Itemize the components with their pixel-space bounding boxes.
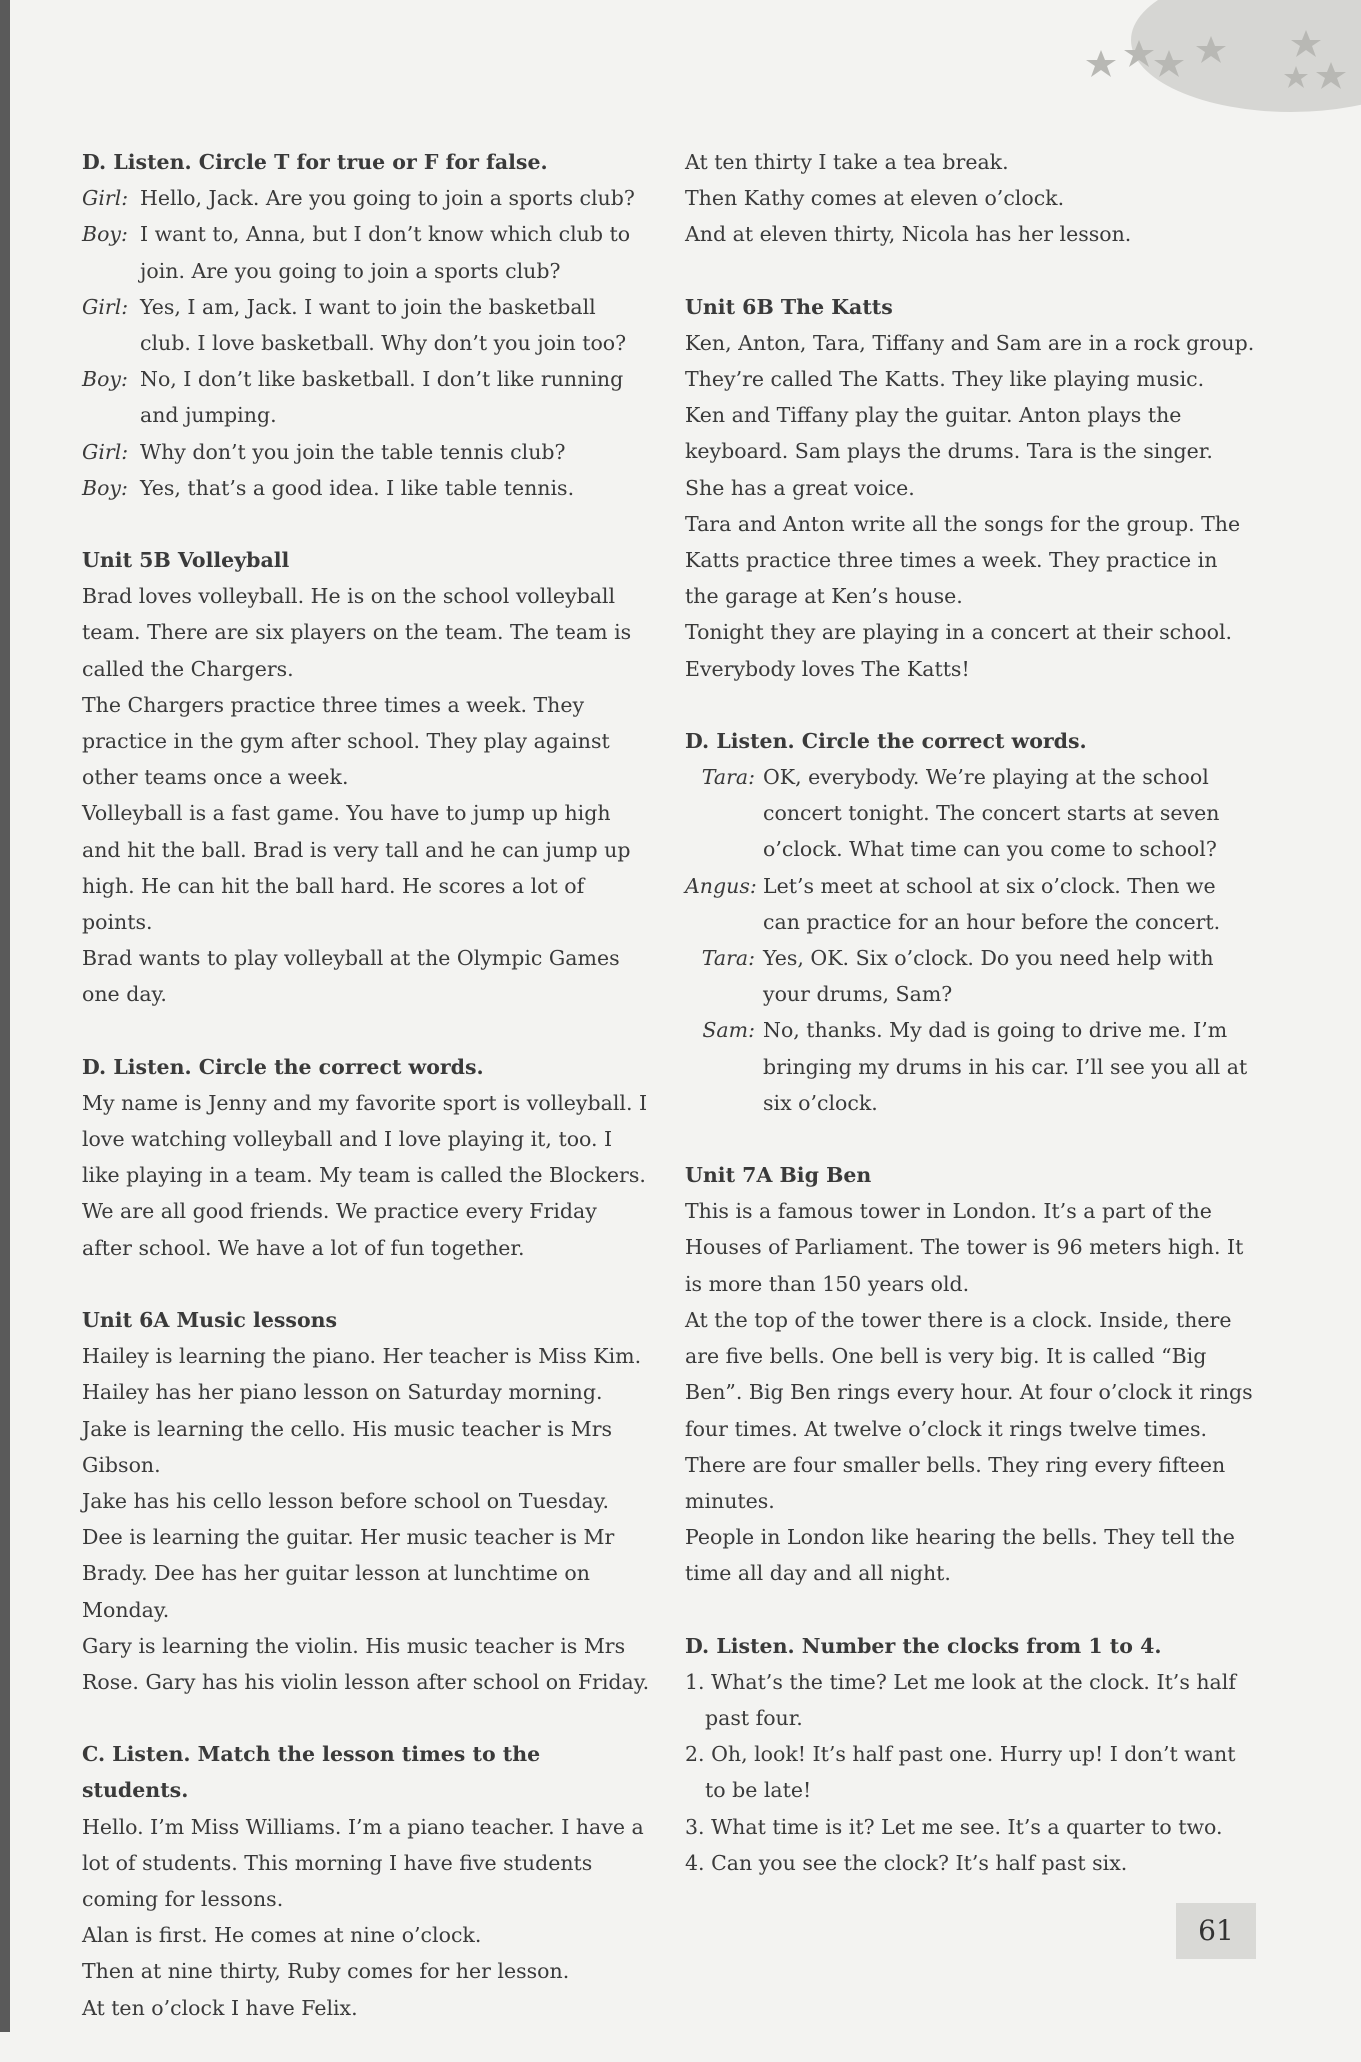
paragraph: At ten thirty I take a tea break.	[685, 150, 1009, 174]
paragraph: Ken and Tiffany play the guitar. Anton plays the keyboard. Sam plays the drums. Tara is the singer. She has a great voice.	[685, 403, 1213, 500]
paragraph: Brad wants to play volleyball at the Olympic Games one day.	[82, 946, 620, 1007]
paragraph: Brad loves volleyball. He is on the school volleyball team. There are six players on the team. The team is called the Chargers.	[82, 584, 632, 681]
paragraph: Gary is learning the violin. His music teacher is Mrs Rose. Gary has his violin lesson after school on Friday.	[82, 1633, 650, 1694]
section-unit-6b-katts	[685, 289, 1255, 687]
paragraph: Hailey has her piano lesson on Saturday morning.	[82, 1380, 603, 1405]
dialogue-line: Boy: No, I don’t like basketball. I don’t like running and jumping.	[82, 367, 624, 428]
paragraph: And at eleven thirty, Nicola has her lesson.	[685, 222, 1132, 247]
paragraph: Jake is learning the cello. His music teacher is Mrs Gibson.	[82, 1416, 613, 1477]
paragraph: People in London like hearing the bells. They tell the time all day and all night.	[685, 1525, 1235, 1586]
dialogue-line: Boy: I want to, Anna, but I don’t know which club to join. Are you going to join a sports club?	[82, 222, 631, 283]
page-number: 61	[1176, 1903, 1256, 1959]
paragraph: The Chargers practice three times a week. They practice in the gym after school. They play against other teams once a week.	[82, 692, 610, 790]
dialogue-line: Boy: Yes, that’s a good idea. I like table tennis.	[82, 475, 575, 500]
section-heading: Unit 7A Big Ben	[685, 1163, 872, 1188]
list-item: 2. Oh, look! It’s half past one. Hurry up! I don’t want to be late!	[685, 1742, 1236, 1803]
paragraph: Then at nine thirty, Ruby comes for her lesson.	[82, 1959, 570, 1984]
paragraph: Volleyball is a fast game. You have to jump up high and hit the ball. Brad is very tall and he can jump up high. He can hit the ball hard. He scores a lot of points.	[82, 801, 631, 935]
left-column	[82, 144, 652, 2062]
section-heading: Unit 6B The Katts	[685, 294, 893, 319]
paragraph: At the top of the tower there is a clock. Inside, there are five bells. One bell is very big. It is called “Big Ben”. Big Ben rings every hour. At four o’clock it rings four times. At twelve o’clock it rings twelve times. There are four smaller bells. They ring every fifteen minutes.	[685, 1307, 1253, 1513]
right-column	[685, 144, 1255, 1917]
dialogue-line: Girl: Yes, I am, Jack. I want to join the basketball club. I love basketball. Why don’t you join too?	[82, 294, 627, 356]
section-heading: D. Listen. Circle T for true or F for false.	[82, 150, 548, 174]
section-heading: Unit 5B Volleyball	[82, 548, 290, 573]
dialogue-line: Girl: Why don’t you join the table tennis club?	[82, 439, 566, 464]
section-heading: C. Listen. Match the lesson times to the students.	[82, 1742, 541, 1803]
dialogue-line: Tara: OK, everybody. We’re playing at the school concert tonight. The concert starts at seven o’clock. What time can you come to school?	[701, 765, 1220, 862]
section-listen-circle-words	[82, 1049, 652, 1266]
paragraph: This is a famous tower in London. It’s a part of the Houses of Parliament. The tower is 96 meters high. It is more than 150 years old.	[685, 1199, 1244, 1296]
section-unit-7a-big-ben	[685, 1157, 1255, 1591]
section-heading: D. Listen. Number the clocks from 1 to 4.	[685, 1633, 1162, 1658]
paragraph: Everybody loves The Katts!	[685, 656, 970, 681]
section-unit-5b-volleyball	[82, 542, 652, 1013]
star-decoration	[1061, 0, 1361, 130]
section-heading: Unit 6A Music lessons	[82, 1307, 338, 1332]
paragraph: Tonight they are playing in a concert at their school.	[685, 620, 1233, 645]
list-item: 3. What time is it? Let me see. It’s a quarter to two.	[685, 1814, 1223, 1839]
paragraph: At ten o’clock I have Felix.	[82, 1995, 358, 2020]
section-listen-true-false	[82, 144, 652, 506]
dialogue-line: Sam: No, thanks. My dad is going to drive me. I’m bringing my drums in his car. I’ll see you all at six o’clock.	[702, 1018, 1248, 1115]
paragraph: Alan is first. He comes at nine o’clock.	[82, 1923, 482, 1948]
paragraph: Dee is learning the guitar. Her music teacher is Mr Brady. Dee has her guitar lesson at lunchtime on Monday.	[82, 1525, 615, 1622]
paragraph: Ken, Anton, Tara, Tiffany and Sam are in a rock group. They’re called The Katts. They like playing music.	[685, 330, 1255, 392]
section-heading: D. Listen. Circle the correct words.	[685, 728, 1087, 753]
paragraph: My name is Jenny and my favorite sport is volleyball. I love watching volleyball and I love playing it, too. I like playing in a team. My team is called the Blockers. We are all good friends. We practice every Friday after school. We have a lot of fun together.	[82, 1090, 648, 1260]
section-heading: D. Listen. Circle the correct words.	[82, 1054, 484, 1079]
list-item: 1. What’s the time? Let me look at the clock. It’s half past four.	[685, 1669, 1236, 1730]
section-listen-circle-words-2	[685, 723, 1255, 1121]
dialogue-line: Angus: Let’s meet at school at six o’clock. Then we can practice for an hour before the concert.	[685, 873, 1221, 934]
paragraph: Hello. I’m Miss Williams. I’m a piano teacher. I have a lot of students. This morning I have five students coming for lessons.	[82, 1814, 644, 1911]
paragraph: Then Kathy comes at eleven o’clock.	[685, 186, 1065, 211]
dialogue-line: Tara: Yes, OK. Six o’clock. Do you need help with your drums, Sam?	[701, 946, 1214, 1007]
paragraph: Tara and Anton write all the songs for the group. The Katts practice three times a week. They practice in the garage at Ken’s house.	[685, 511, 1241, 609]
section-continued-lessons	[685, 144, 1255, 253]
section-unit-6a-music-lessons	[82, 1302, 652, 1700]
section-number-clocks	[685, 1628, 1255, 1881]
dialogue-line: Girl: Hello, Jack. Are you going to join a sports club?	[82, 186, 635, 211]
section-listen-match-times	[82, 1736, 652, 2026]
paragraph: Hailey is learning the piano. Her teacher is Miss Kim.	[82, 1344, 642, 1369]
page-edge	[0, 0, 10, 2032]
paragraph: Jake has his cello lesson before school on Tuesday.	[82, 1488, 610, 1513]
list-item: 4. Can you see the clock? It’s half past six.	[685, 1850, 1128, 1875]
